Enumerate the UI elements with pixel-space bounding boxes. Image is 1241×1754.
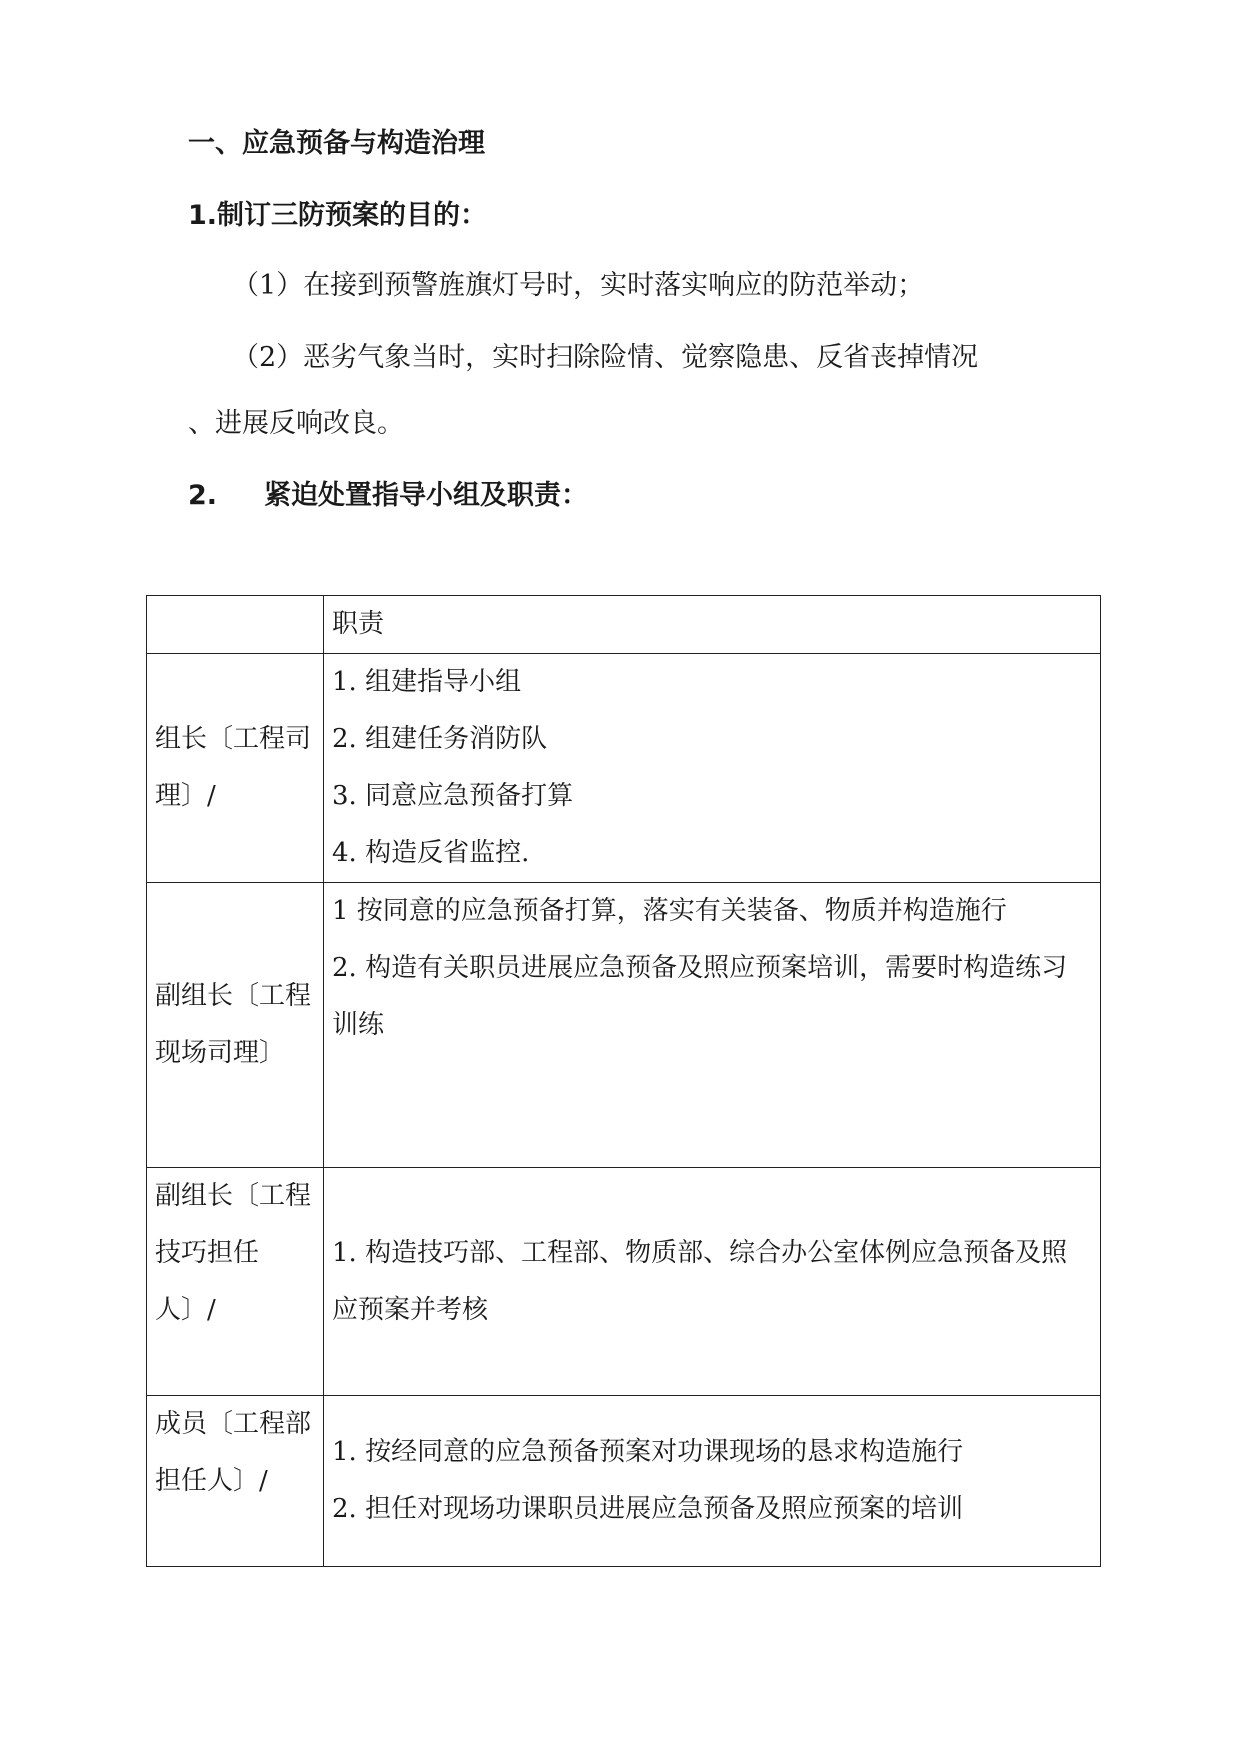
role-cell: 组长〔工程司理〕/: [147, 654, 324, 883]
paragraph-item-2-continuation: 、进展反响改良。: [188, 408, 404, 439]
duty-item: 4. 构造反省监控.: [332, 838, 530, 868]
duty-item: 1 按同意的应急预备打算，落实有关装备、物质并构造施行: [332, 896, 1007, 926]
duty-item: 1. 按经同意的应急预备预案对功课现场的恳求构造施行: [332, 1437, 964, 1467]
paragraph-item-1: （1）在接到预警旌旗灯号时，实时落实响应的防范举动；: [232, 270, 925, 301]
duty-cell: [324, 654, 1101, 883]
table-row: [147, 654, 1101, 883]
header-duty-cell: 职责: [324, 596, 1101, 654]
table-row: [147, 1396, 1101, 1567]
paragraph-item-2: （2）恶劣气象当时，实时扫除险情、觉察隐患、反省丧掉情况: [232, 342, 979, 373]
subsection-heading-purpose: 1.制订三防预案的目的：: [188, 200, 488, 231]
duty-item: 1. 构造技巧部、工程部、物质部、综合办公室体例应急预备及照应预案并考核: [332, 1237, 1068, 1325]
role-cell: 副组长〔工程现场司理〕: [147, 883, 324, 1168]
table-row: [147, 883, 1101, 1168]
role-cell: 副组长〔工程技巧担任人〕/: [147, 1168, 324, 1396]
table-row: [147, 1168, 1101, 1396]
role-cell: 成员〔工程部担任人〕/: [147, 1396, 324, 1567]
duty-item: 2. 担任对现场功课职员进展应急预备及照应预案的培训: [332, 1494, 964, 1524]
duty-cell: [324, 1396, 1101, 1567]
duty-cell: [324, 883, 1101, 1168]
duty-item: 3. 同意应急预备打算: [332, 781, 574, 811]
duty-item: 2. 组建任务消防队: [332, 724, 548, 754]
table-header-row: [147, 596, 1101, 654]
duty-item: 2. 构造有关职员进展应急预备及照应预案培训，需要时构造练习训练: [332, 953, 1068, 1040]
section-heading: 一、应急预备与构造治理: [188, 128, 485, 159]
duty-table: [146, 595, 1101, 1567]
heading-number: 2.: [188, 480, 218, 511]
subsection-heading-team: [188, 476, 588, 516]
duty-item: 1. 组建指导小组: [332, 667, 522, 697]
header-role-cell: [147, 596, 324, 654]
heading-text: 紧迫处置指导小组及职责：: [264, 480, 588, 511]
duty-cell: [324, 1168, 1101, 1396]
